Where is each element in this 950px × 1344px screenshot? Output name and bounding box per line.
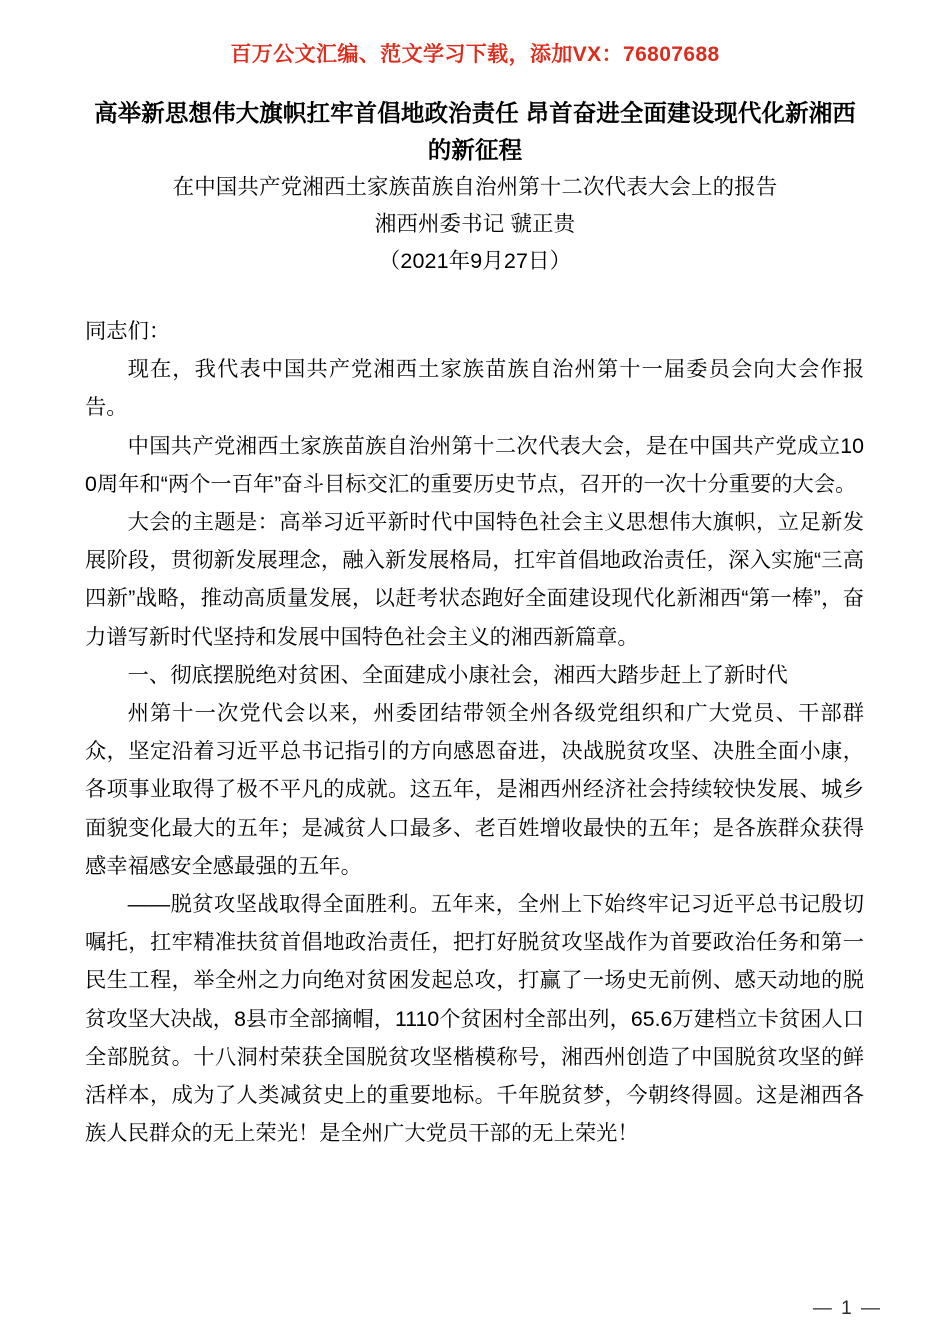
salutation: 同志们： (85, 319, 171, 343)
para-2: 中国共产党湘西土家族苗族自治州第十二次代表大会，是在中国共产党成立100周年和“两个一百年”奋斗目标交汇的重要历史节点，召开的一次十分重要的大会。 (85, 433, 864, 496)
para-5: ——脱贫攻坚战取得全面胜利。五年来，全州上下始终牢记习近平总书记殷切嘱托，扛牢精准扶贫首倡地政治责任，把打好脱贫攻坚战作为首要政治任务和第一民生工程，举全州之力向绝对贫困发起总攻，打赢了一场史无前例、感天动地的脱贫攻坚大决战，8县市全部摘帽，1110个贫困村全部出列，65.6万建档立卡贫困人口全部脱贫。十八洞村荣获全国脱贫攻坚楷模称号，湘西州创造了中国脱贫攻坚的鲜活样本，成为了人类减贫史上的重要地标。千年脱贫梦，今朝终得圆。这是湘西各族人民群众的无上荣光！是全州广大党员干部的无上荣光！ (85, 892, 865, 1146)
page-number-footer: — 1 — (812, 1298, 882, 1319)
document-body (85, 312, 864, 1152)
promo-banner-text: 百万公文汇编、范文学习下载，添加VX：76807688 (230, 43, 720, 66)
para-4: 州第十一次党代会以来，州委团结带领全州各级党组织和广大党员、干部群众，坚定沿着习近平总书记指引的方向感恩奋进，决战脱贫攻坚、决胜全面小康，各项事业取得了极不平凡的成就。这五年，是湘西州经济社会持续较快发展、城乡面貌变化最大的五年；是减贫人口最多、老百姓增收最快的五年；是各族群众获得感幸福感安全感最强的五年。 (85, 701, 864, 878)
document-author: 湘西州委书记 虢正贵 (374, 212, 576, 236)
document-date: （2021年9月27日） (378, 249, 572, 273)
para-1: 现在，我代表中国共产党湘西土家族苗族自治州第十一届委员会向大会作报告。 (85, 357, 864, 420)
section-heading-1: 一、彻底摆脱绝对贫困、全面建成小康社会，湘西大踏步赶上了新时代 (127, 662, 788, 687)
document-title-block (85, 95, 865, 280)
document-subtitle: 在中国共产党湘西土家族苗族自治州第十二次代表大会上的报告 (172, 175, 778, 199)
document-main-title: 高举新思想伟大旗帜扛牢首倡地政治责任 昂首奋进全面建设现代化新湘西的新征程 (94, 100, 856, 163)
para-3: 大会的主题是：高举习近平新时代中国特色社会主义思想伟大旗帜，立足新发展阶段，贯彻新发展理念，融入新发展格局，扛牢首倡地政治责任，深入实施“三高四新”战略，推动高质量发展，以赶考状态跑好全面建设现代化新湘西“第一棒”，奋力谱写新时代坚持和发展中国特色社会主义的湘西新篇章。 (85, 510, 864, 649)
